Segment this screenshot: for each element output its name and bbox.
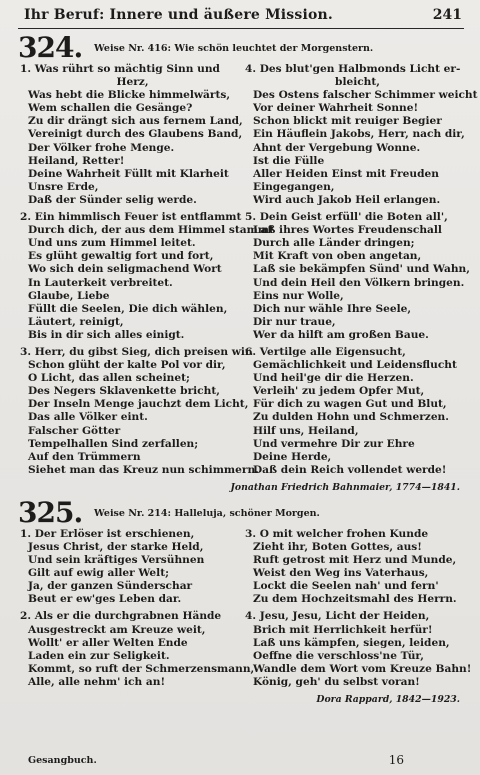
footer-sheet-number: 16 (388, 753, 404, 767)
verse-line: Verleih' zu jedem Opfer Mut, (253, 385, 425, 398)
running-head (18, 0, 464, 29)
verse-line: Eingegangen, (253, 180, 335, 193)
hymn-columns (18, 63, 478, 481)
verse-line: Und dein Heil den Völkern bringen. (253, 276, 465, 289)
page-footer (18, 755, 464, 769)
verse-line: 2. Als er die durchgrabnen Hände (20, 610, 222, 623)
verse-line: Jesus Christ, der starke Held, (28, 541, 204, 553)
verse-line: Auf den Trümmern (28, 450, 141, 463)
verse-line: Mit Kraft von oben angetan, (253, 250, 422, 263)
verse-line: Wird auch Jakob Heil erlangen. (253, 193, 441, 206)
hymn-list (18, 31, 478, 706)
verse-line: Daß dein Reich vollendet werde! (253, 463, 447, 476)
verse-line: Ahnt der Vergebung Wonne. (253, 141, 421, 154)
verse-line: Zieht ihr, Boten Gottes, aus! (253, 541, 422, 553)
verse-line: Wo sich dein seligmachend Wort (28, 263, 222, 276)
verse-line: Glaube, Liebe (28, 289, 110, 302)
verse-line: Deine Wahrheit Füllt mit Klarheit (28, 167, 229, 180)
verse-line: Wer da hilft am großen Baue. (253, 328, 429, 341)
verse-line: Zu dem Hochzeitsmahl des Herrn. (253, 593, 457, 606)
verse (245, 346, 470, 477)
page-number: 241 (432, 7, 462, 23)
verse (245, 63, 478, 207)
verse (245, 211, 470, 342)
verse-column-right (245, 63, 478, 481)
verse-line: Des Negers Sklavenkette bricht, (28, 385, 220, 398)
verse-line: Daß der Sünder selig werde. (28, 193, 197, 206)
verse-column-left (18, 63, 274, 481)
verse-line: Wandle dem Wort vom Kreuze Bahn! (253, 662, 472, 675)
verse-line: Weist den Weg ins Vaterhaus, (253, 567, 429, 580)
verse-line: Wollt' er aller Welten Ende (28, 636, 188, 649)
hymn-columns (18, 527, 472, 693)
hymn-author: Jonathan Friedrich Bahnmaier, 1774—1841. (230, 481, 460, 493)
verse-line: Der Inseln Menge jauchzt dem Licht, (28, 398, 249, 411)
verse-line: Ist die Fülle (253, 154, 325, 167)
verse-line: Vor deiner Wahrheit Sonne! (253, 102, 419, 115)
hymn-author: Dora Rappard, 1842—1923. (316, 694, 460, 706)
verse-line: Und heil'ge dir die Herzen. (253, 372, 414, 385)
verse-line: Laß uns kämpfen, siegen, leiden, (253, 636, 450, 649)
verse-line: bleicht, (335, 76, 380, 89)
verse-line: Das alle Völker eint. (28, 411, 148, 424)
verse-line: Laden ein zur Seligkeit. (28, 649, 170, 662)
verse-line: Gilt auf ewig aller Welt; (28, 567, 169, 580)
verse-line: Läutert, reinigt, (28, 315, 124, 328)
verse-line: Laß ihres Wortes Freudenschall (253, 224, 442, 237)
hymn-number: 325. (18, 495, 83, 529)
verse-line: 2. Ein himmlisch Feuer ist entflammt (20, 211, 242, 224)
hymn-number: 324. (18, 31, 83, 64)
verse-line: 5. Dein Geist erfüll' die Boten all', (245, 211, 448, 224)
verse-line: Vereinigt durch des Glaubens Band, (28, 128, 243, 141)
hymn-tune: Weise Nr. 416: Wie schön leuchtet der Morgenstern. (94, 43, 374, 54)
verse-line: Dich nur wähle Ihre Seele, (253, 302, 412, 315)
verse-line: Unsre Erde, (28, 180, 99, 193)
verse-line: Füllt die Seelen, Die dich wählen, (28, 302, 228, 315)
verse-line: Ja, der ganzen Sünderschar (28, 580, 193, 593)
footer-signature: Gesangbuch. (28, 755, 97, 766)
verse-line: Kommt, so ruft der Schmerzensmann, (28, 662, 255, 675)
verse (20, 610, 255, 689)
verse-line: König, geh' du selbst voran! (253, 675, 420, 688)
running-head-title: Ihr Beruf: Innere und äußere Mission. (24, 7, 333, 23)
hymn-header (18, 495, 464, 529)
verse-line: Ruft getrost mit Herz und Munde, (253, 554, 457, 567)
verse-line: 1. Was rührt so mächtig Sinn und (20, 63, 220, 75)
verse-line: Durch dich, der aus dem Himmel stammt (28, 224, 274, 237)
verse-line: Wem schallen die Gesänge? (28, 102, 193, 115)
verse-line: Hilf uns, Heiland, (253, 424, 359, 437)
verse-line: Eins nur Wolle, (253, 289, 344, 302)
verse (20, 211, 274, 342)
hymn-header (18, 31, 464, 64)
verse-line: Für dich zu wagen Gut und Blut, (253, 398, 447, 411)
verse-line: Gemächlichkeit und Leidensflucht (253, 359, 457, 372)
verse-line: 4. Jesu, Jesu, Licht der Heiden, (245, 610, 430, 623)
verse-line: Alle, alle nehm' ich an! (28, 675, 166, 688)
verse-line: 3. O mit welcher frohen Kunde (245, 527, 429, 540)
verse-line: Zu dulden Hohn und Schmerzen. (253, 411, 449, 424)
verse-column-left (18, 527, 255, 693)
verse-line: Oeffne die verschloss'ne Tür, (253, 649, 424, 662)
verse-line: Falscher Götter (28, 424, 121, 437)
verse-line: Es glüht gewaltig fort und fort, (28, 250, 214, 263)
verse-line: Heiland, Retter! (28, 154, 125, 167)
verse-line: In Lauterkeit verbreitet. (28, 276, 173, 289)
verse-line: 1. Der Erlöser ist erschienen, (20, 527, 195, 540)
verse-line: Ausgestreckt am Kreuze weit, (28, 623, 206, 636)
verse-column-right (245, 528, 470, 693)
verse-line: Beut er ew'ges Leben dar. (28, 593, 182, 606)
verse-line: Lockt die Seelen nah' und fern' (253, 580, 439, 593)
verse (245, 528, 470, 607)
verse-line: Tempelhallen Sind zerfallen; (28, 437, 199, 450)
verse-line: Schon blickt mit reuiger Begier (253, 115, 442, 128)
verse-line: Brich mit Herrlichkeit herfür! (253, 623, 433, 636)
hymn-tune: Weise Nr. 214: Halleluja, schöner Morgen. (94, 507, 320, 519)
verse-line: Und sein kräftiges Versühnen (28, 554, 205, 567)
verse-line: Ein Häuflein Jakobs, Herr, nach dir, (253, 128, 465, 141)
verse-line: Deine Herde, (253, 450, 332, 463)
verse (245, 610, 470, 689)
verse-line: 3. Herr, du gibst Sieg, dich preisen wir. (20, 345, 254, 358)
verse-line: O Licht, das allen scheinet; (28, 372, 190, 385)
verse-line: Zu dir drängt sich aus fernem Land, (28, 115, 243, 128)
verse-line: Des Ostens falscher Schimmer weicht (253, 89, 478, 102)
verse (20, 345, 259, 477)
verse-line: 4. Des blut'gen Halbmonds Licht er- (245, 63, 461, 75)
verse-line: 6. Vertilge alle Eigensucht, (245, 345, 406, 358)
verse-line: Bis in dir sich alles einigt. (28, 328, 185, 341)
verse-line: Der Völker frohe Menge. (28, 141, 175, 154)
verse-line: Durch alle Länder dringen; (253, 237, 415, 250)
verse-line: Was hebt die Blicke himmelwärts, (28, 89, 231, 102)
verse-line: Aller Heiden Einst mit Freuden (253, 167, 439, 180)
verse-line: Dir nur traue, (253, 315, 336, 328)
verse (20, 528, 245, 607)
verse-line: Schon glüht der kalte Pol vor dir, (28, 359, 226, 372)
verse-line: Siehet man das Kreuz nun schimmern. (28, 463, 259, 476)
verse (20, 63, 245, 207)
verse-line: Und uns zum Himmel leitet. (28, 237, 196, 250)
verse-line: Herz, (116, 76, 149, 89)
verse-line: Laß sie bekämpfen Sünd' und Wahn, (253, 263, 470, 276)
verse-line: Und vermehre Dir zur Ehre (253, 437, 415, 450)
